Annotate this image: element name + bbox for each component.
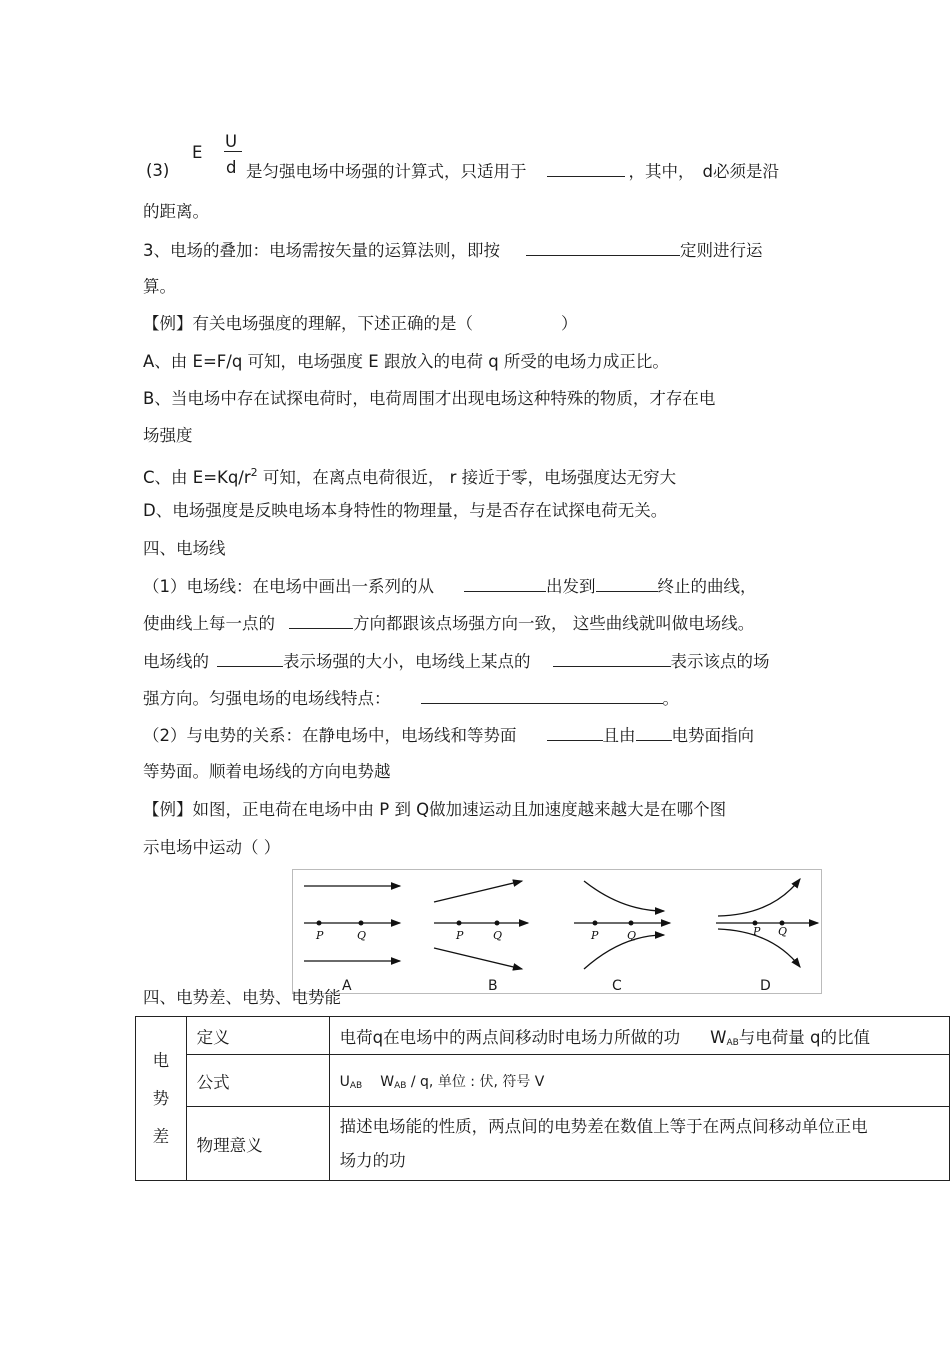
- panel-label-d: D: [760, 978, 771, 994]
- option-c: C、由 $E=Kq/r^2$ 可知，在离点电荷很近， r 接近于零，电场强度达无穷大: [143, 466, 677, 487]
- fraction-bar: [224, 151, 242, 152]
- option-a: A、由 E=F/q 可知，电场强度 E 跟放入的电荷 q 所受的电场力成正比。: [143, 352, 669, 371]
- point-q-label: Q: [627, 929, 637, 942]
- section4-title: 四、电场线: [143, 539, 226, 558]
- item3-number: (3): [146, 161, 170, 180]
- panel-c-field-line: [584, 881, 664, 911]
- field-lines-figure: [292, 869, 822, 994]
- point-p-label: P: [316, 929, 324, 942]
- section4-p6: 等势面。顺着电场线的方向电势越: [143, 762, 391, 781]
- superposition-line1: 3、电场的叠加：电场需按矢量的运算法则，即按 定则进行运: [143, 241, 763, 260]
- panel-d: [716, 879, 818, 967]
- blank[interactable]: [217, 650, 283, 667]
- point-p-label: P: [753, 925, 761, 938]
- table-row-meaning: [136, 1107, 950, 1181]
- potential-difference-table: [135, 1016, 950, 1181]
- point-p: [317, 921, 322, 926]
- meaning-cell: 描述电场能的性质，两点间的电势差在数值上等于在两点间移动单位正电 场力的功: [329, 1107, 949, 1181]
- blank[interactable]: [553, 650, 671, 667]
- blank[interactable]: [289, 612, 353, 629]
- definition-cell: 电荷q在电场中的两点间移动时电场力所做的功 $W_{AB}$与电荷量 q的比值: [329, 1017, 949, 1055]
- section4b-title: 四、电势差、电势、电势能: [143, 988, 341, 1007]
- formula-denominator-d: d: [226, 158, 237, 177]
- option-b-line1: B、当电场中存在试探电荷时，电荷周围才出现电场这种特殊的物质，才存在电: [143, 389, 716, 408]
- blank[interactable]: [547, 724, 603, 741]
- row-header-char: 差: [152, 1126, 170, 1146]
- option-b-line2: 场强度: [143, 426, 193, 445]
- point-p: [457, 921, 462, 926]
- point-q-label: Q: [778, 925, 788, 938]
- formula-E: E: [192, 143, 203, 162]
- section4-p4: 强方向。匀强电场的电场线特点： 。: [143, 689, 679, 708]
- point-q-label: Q: [357, 929, 367, 942]
- label-cell: 物理意义: [186, 1107, 329, 1181]
- row-header-char: 电: [152, 1050, 170, 1070]
- panel-d-field-line: [718, 879, 800, 916]
- row-header-char: 势: [152, 1088, 170, 1108]
- blank[interactable]: [526, 239, 680, 256]
- point-q: [629, 921, 634, 926]
- table-row-formula: [136, 1055, 950, 1107]
- section4-p5: （2）与电势的关系：在静电场中，电场线和等势面 且由 电势面指向: [143, 726, 754, 745]
- formula-cell: $U_{AB}$ $W_{AB}$ / q, 单位 : 伏, 符号 V: [329, 1055, 949, 1107]
- panel-b-field-line: [434, 881, 522, 902]
- example2-line1: 【例】如图，正电荷在电场中由 P 到 Q做加速运动且加速度越来越大是在哪个图: [143, 800, 727, 819]
- label-cell: 定义: [186, 1017, 329, 1055]
- section4-p3: 电场线的 表示场强的大小，电场线上某点的 表示该点的场: [143, 652, 770, 671]
- panel-b: [434, 881, 528, 969]
- row-header-cell: [136, 1017, 187, 1181]
- superposition-line2: 算。: [143, 277, 176, 296]
- table-row-definition: [136, 1017, 950, 1055]
- point-q-label: Q: [493, 929, 503, 942]
- example1-question: 【例】有关电场强度的理解，下述正确的是（ ）: [143, 314, 578, 333]
- section4-p2: 使曲线上每一点的 方向都跟该点场强方向一致， 这些曲线就叫做电场线。: [143, 614, 755, 633]
- point-q: [359, 921, 364, 926]
- panel-label-b: B: [488, 978, 498, 994]
- point-p-label: P: [456, 929, 464, 942]
- point-q: [495, 921, 500, 926]
- panel-c: [574, 881, 670, 969]
- panel-label-a: A: [342, 978, 352, 994]
- panel-label-c: C: [612, 978, 622, 994]
- blank[interactable]: [421, 687, 663, 704]
- option-d: D、电场强度是反映电场本身特性的物理量，与是否存在试探电荷无关。: [143, 501, 668, 520]
- panel-b-field-line: [434, 948, 522, 969]
- blank[interactable]: [636, 724, 672, 741]
- formula3-line2: 的距离。: [143, 202, 209, 221]
- section4-p1: （1）电场线：在电场中画出一系列的从 出发到 终止的曲线，: [143, 577, 757, 596]
- label-cell: 公式: [186, 1055, 329, 1107]
- blank[interactable]: [596, 575, 658, 592]
- point-p: [593, 921, 598, 926]
- point-p-label: P: [591, 929, 599, 942]
- formula-numerator-U: U: [225, 132, 238, 151]
- formula3-text: 是匀强电场中场强的计算式，只适用于 ，其中， d必须是沿: [246, 162, 779, 181]
- blank[interactable]: [547, 160, 625, 177]
- example2-line2: 示电场中运动（ ）: [143, 838, 281, 857]
- blank[interactable]: [464, 575, 546, 592]
